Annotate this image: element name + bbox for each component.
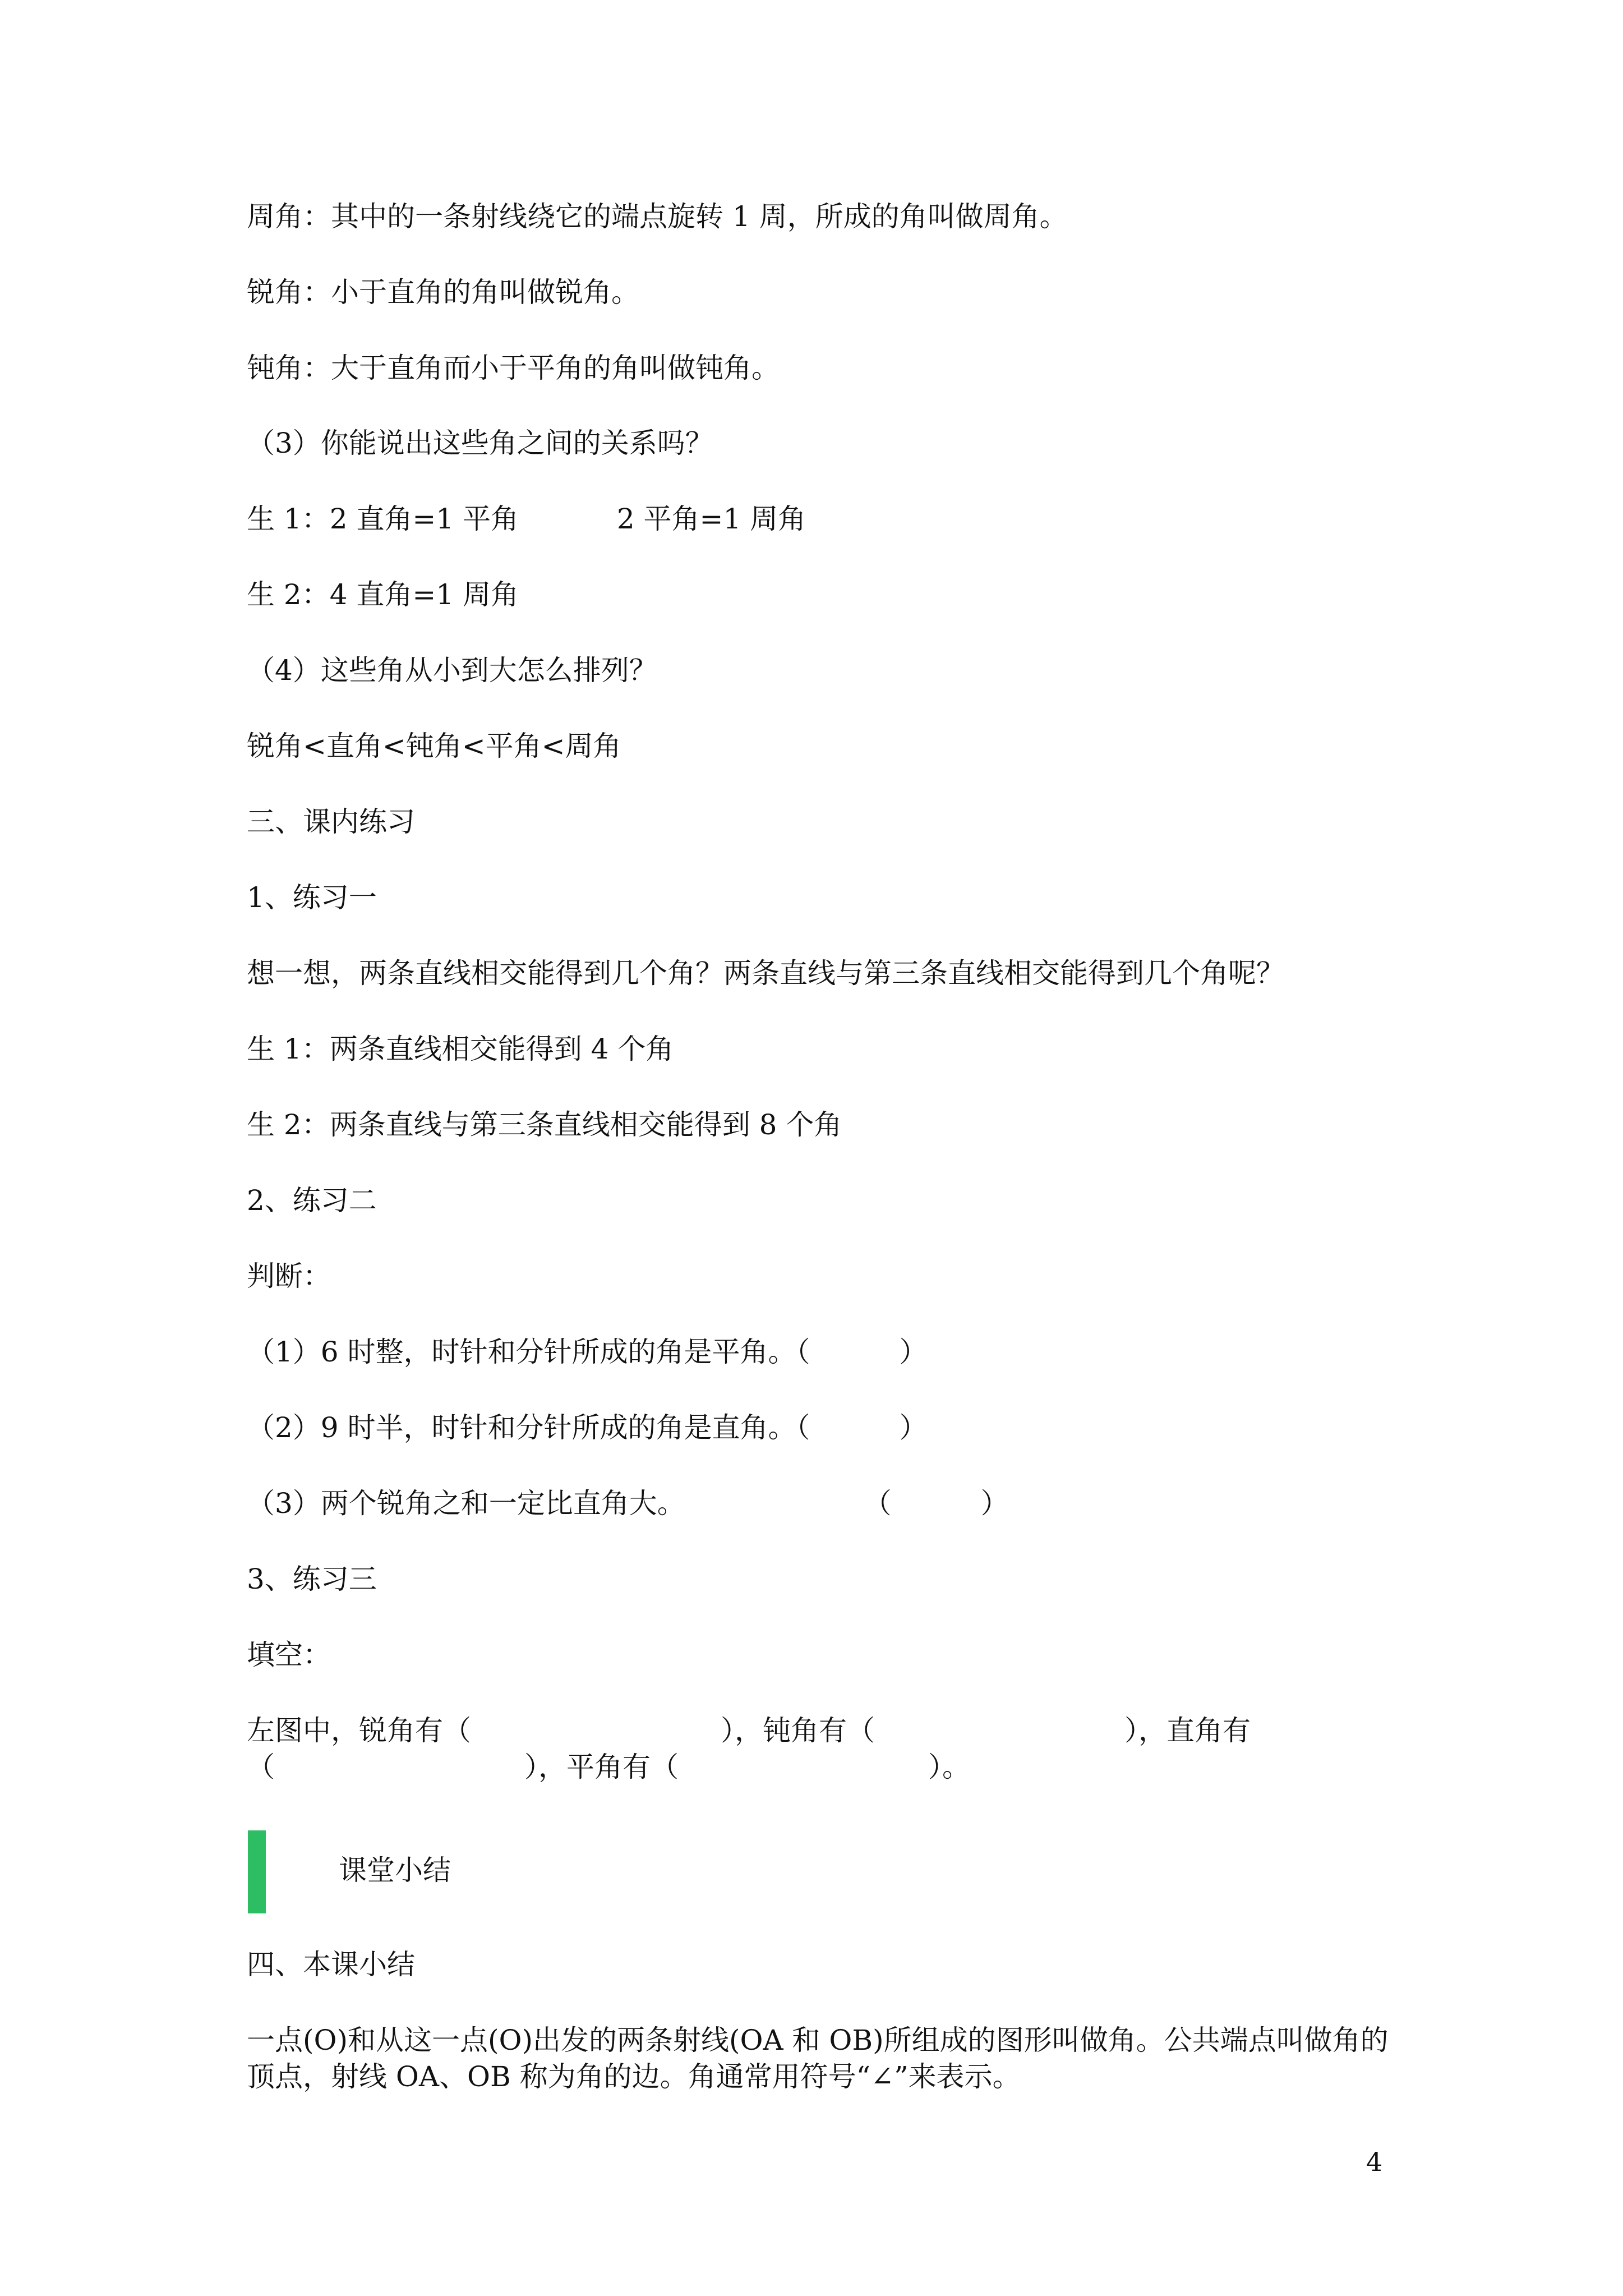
- page-number: 4: [1366, 2147, 1383, 2177]
- summary-text-line: 一点(O)和从这一点(O)出发的两条射线(OA 和 OB)所组成的图形叫做角。公共端点叫做角的: [247, 2024, 1389, 2056]
- exercise-heading: 3、练习三: [247, 1563, 377, 1595]
- text-line: 生 1：2 直角=1 平角 2 平角=1 周角: [247, 503, 806, 535]
- text-line: 生 2：两条直线与第三条直线相交能得到 8 个角: [247, 1108, 842, 1141]
- text-line: （4）这些角从小到大怎么排列？: [247, 654, 657, 687]
- text-line: 判断：: [247, 1260, 331, 1292]
- text-line: 想一想，两条直线相交能得到几个角？两条直线与第三条直线相交能得到几个角呢？: [247, 957, 1284, 990]
- text-line: 填空：: [247, 1639, 331, 1671]
- judgment-item: （1）6 时整，时针和分针所成的角是平角。（ ）: [247, 1336, 928, 1368]
- judgment-item: （2）9 时半，时针和分针所成的角是直角。（ ）: [247, 1411, 928, 1444]
- text-line: 周角：其中的一条射线绕它的端点旋转 1 周，所成的角叫做周角。: [247, 200, 1068, 233]
- text-line: 锐角：小于直角的角叫做锐角。: [247, 276, 639, 309]
- text-line: 生 2：4 直角=1 周角: [247, 578, 519, 611]
- fill-blank-line: 左图中，锐角有（ ），钝角有（ ），直角有: [247, 1714, 1251, 1747]
- text-line: 钝角：大于直角而小于平角的角叫做钝角。: [247, 352, 780, 384]
- section-title: 课堂小结: [339, 1854, 451, 1887]
- section-accent-bar: [248, 1830, 266, 1913]
- judgment-item: （3）两个锐角之和一定比直角大。 （ ）: [247, 1487, 1009, 1520]
- fill-blank-line: （ ），平角有（ ）。: [247, 1751, 971, 1783]
- summary-text-line: 顶点，射线 OA、OB 称为角的边。角通常用符号“∠”来表示。: [247, 2060, 1021, 2093]
- exercise-heading: 1、练习一: [247, 881, 377, 914]
- text-line: 锐角<直角<钝角<平角<周角: [247, 730, 621, 762]
- exercise-heading: 2、练习二: [247, 1184, 377, 1217]
- section-heading: 四、本课小结: [247, 1948, 415, 1981]
- text-line: 生 1：两条直线相交能得到 4 个角: [247, 1033, 674, 1065]
- section-heading: 三、课内练习: [247, 806, 415, 838]
- text-line: （3）你能说出这些角之间的关系吗？: [247, 427, 713, 459]
